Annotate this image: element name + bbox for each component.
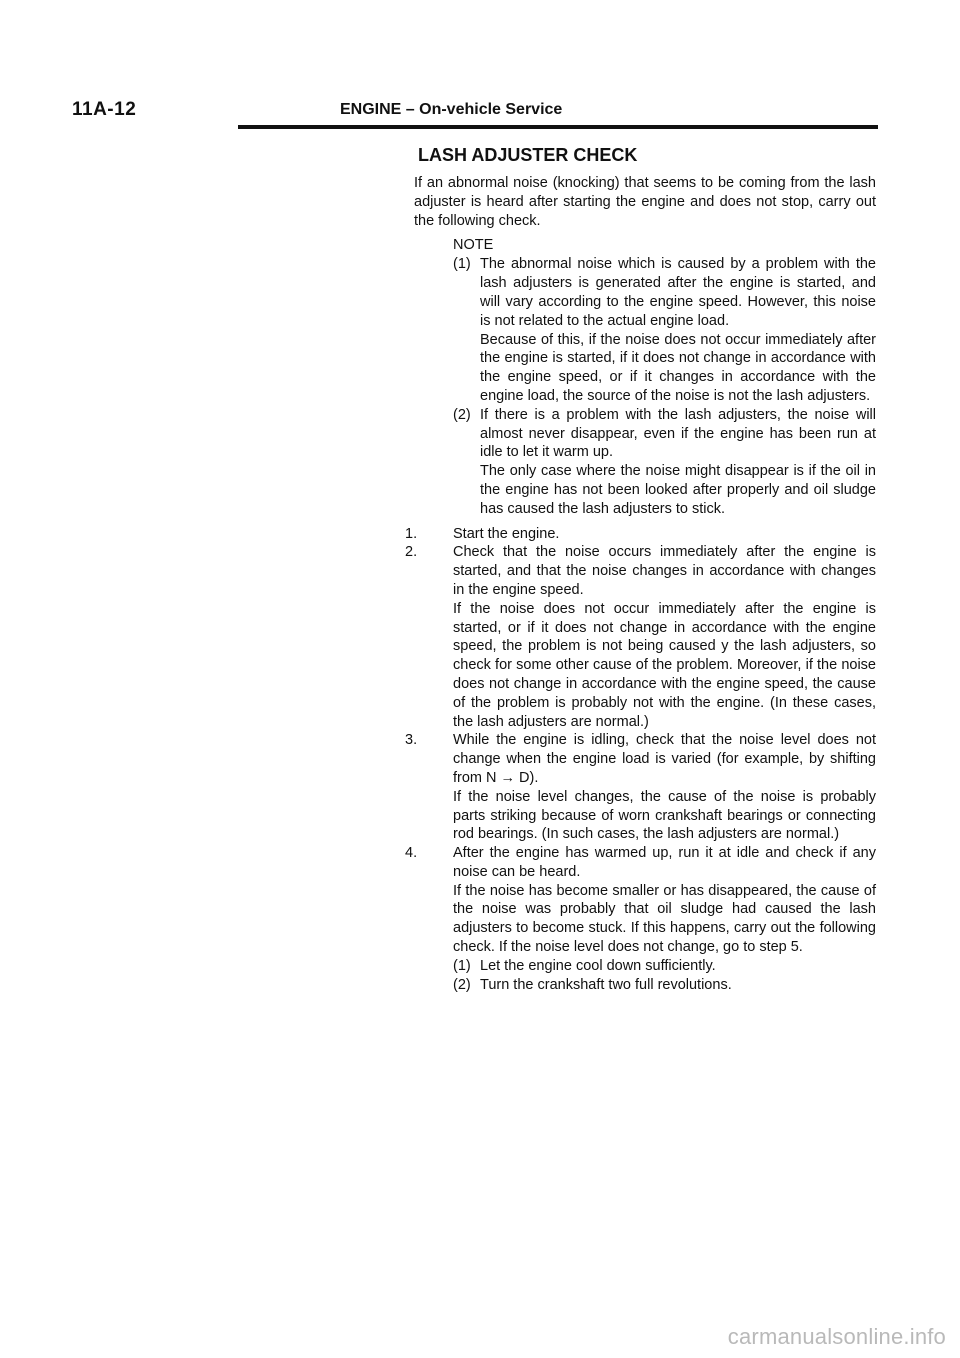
sub-step-2 <box>453 976 876 995</box>
sub-step-1 <box>453 957 876 976</box>
step-body <box>453 844 876 994</box>
note-item-number: (1) <box>453 256 471 273</box>
step-body <box>453 731 876 844</box>
steps-list <box>405 525 876 995</box>
note-paragraph: The only case where the noise might disappear is if the oil in the engine has not been looked after properly and oil sludge has caused the lash adjusters to stick. <box>480 463 876 517</box>
step-paragraph: After the engine has warmed up, run it at idle and check if any noise can be heard. <box>453 845 876 880</box>
header-rule <box>238 125 878 129</box>
sub-step-text: Turn the crankshaft two full revolutions. <box>480 976 732 993</box>
step-paragraph: While the engine is idling, check that the noise level does not change when the engine load is varied (for example, by shifting from N → D). <box>453 732 876 786</box>
note-item-body <box>480 255 876 405</box>
step-1 <box>405 525 876 544</box>
note-paragraph: Because of this, if the noise does not occur immediately after the engine is started, if it does not change in accordance with the engine speed, or if it changes in accordance with the engine load, the source of the noise is not the lash adjusters. <box>480 331 876 404</box>
header-title: ENGINE – On-vehicle Service <box>340 101 563 118</box>
step-number: 4. <box>405 845 418 862</box>
intro-paragraph: If an abnormal noise (knocking) that seems to be coming from the lash adjuster is heard after starting the engine and does not stop, carry out the following check. <box>414 175 876 229</box>
step-number: 1. <box>405 525 418 542</box>
step-3 <box>405 731 876 844</box>
page-content <box>405 144 876 994</box>
step-2 <box>405 543 876 731</box>
note-item-body <box>480 406 876 519</box>
note-item-1 <box>453 255 876 405</box>
note-paragraph: If there is a problem with the lash adjusters, the noise will almost never disappear, even if the engine has been run at idle to let it warm up. <box>480 406 876 461</box>
step-4 <box>405 844 876 994</box>
step-body <box>453 543 876 731</box>
step-number: 2. <box>405 544 418 561</box>
note-paragraph: The abnormal noise which is caused by a problem with the lash adjusters is generated after the engine is started, and will vary according to the engine speed. However, this noise is not related to the actual engine load. <box>480 256 876 329</box>
step-paragraph: Check that the noise occurs immediately after the engine is started, and that the noise changes in accordance with changes in the engine speed. <box>453 544 876 598</box>
step-paragraph: If the noise level changes, the cause of the noise is probably parts striking because of worn crankshaft bearings or connecting rod bearings. (In such cases, the lash adjusters are normal.) <box>453 788 876 843</box>
page-header <box>70 97 876 131</box>
step-paragraph: If the noise does not occur immediately after the engine is started, or if it does not change in accordance with the engine speed, the problem is not being caused y the lash adjusters, so check for some other cause of the problem. Moreover, if the noise does not change in accordance with the engine speed, the cause of the problem is probably not with the engine. (In these cases, the lash adjusters are normal.) <box>453 600 876 730</box>
section-title: LASH ADJUSTER CHECK <box>418 145 638 165</box>
note-item-number: (2) <box>453 406 471 423</box>
step-body <box>453 525 876 544</box>
note-block <box>453 236 876 518</box>
sub-step-number: (1) <box>453 957 471 974</box>
sub-step-text: Let the engine cool down sufficiently. <box>480 957 716 974</box>
note-label: NOTE <box>453 237 494 254</box>
step-number: 3. <box>405 732 418 749</box>
note-item-2 <box>453 406 876 519</box>
sub-step-number: (2) <box>453 976 471 993</box>
step-paragraph: If the noise has become smaller or has disappeared, the cause of the noise was probably that oil sludge had caused the lash adjusters to become stuck. If this happens, carry out the following check. If the noise level does not change, go to step 5. <box>453 882 876 956</box>
page-number: 11A-12 <box>72 99 137 120</box>
step-paragraph: Start the engine. <box>453 525 560 542</box>
watermark-text: carmanualsonline.info <box>727 1324 946 1349</box>
